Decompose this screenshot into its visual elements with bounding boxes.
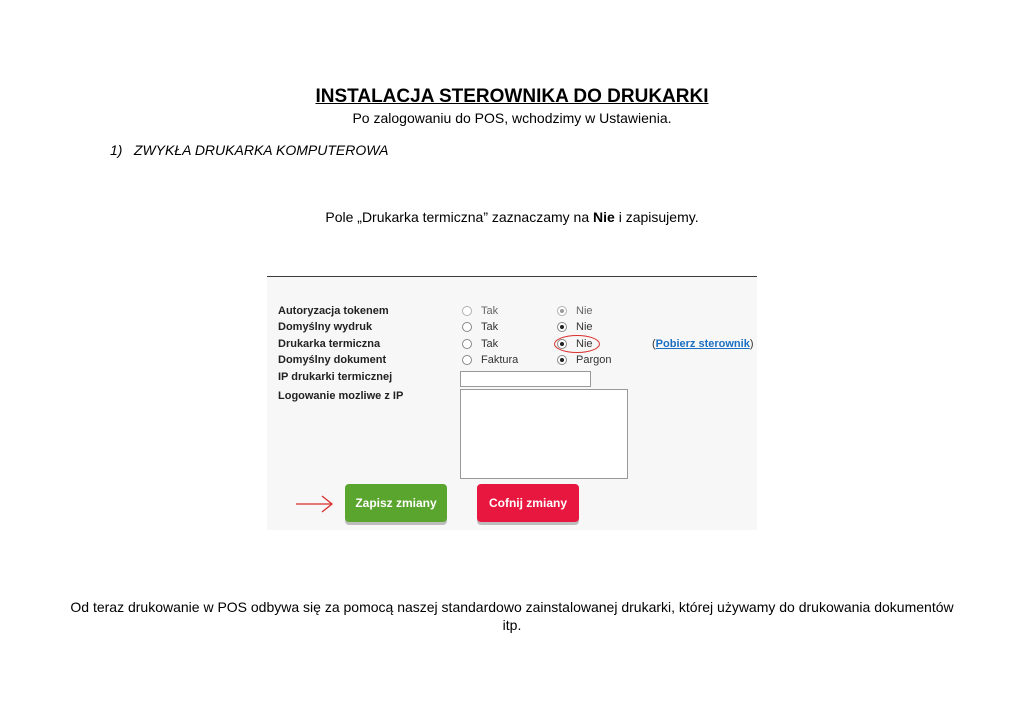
option-dokument-pargon: Pargon bbox=[576, 354, 612, 366]
document-title: INSTALACJA STEROWNIKA DO DRUKARKI bbox=[315, 86, 709, 107]
label-autoryzacja: Autoryzacja tokenem bbox=[278, 305, 389, 317]
cancel-button[interactable]: Cofnij zmiany bbox=[477, 484, 579, 522]
radio-dokument-faktura[interactable] bbox=[462, 355, 472, 365]
ip-whitelist-textarea[interactable] bbox=[460, 389, 628, 479]
option-autoryzacja-tak: Tak bbox=[481, 305, 499, 317]
save-button[interactable]: Zapisz zmiany bbox=[345, 484, 447, 522]
radio-termiczna-tak[interactable] bbox=[462, 339, 472, 349]
ip-input[interactable] bbox=[460, 371, 591, 387]
red-arrow-icon bbox=[295, 494, 335, 514]
document-subtitle: Po zalogowaniu do POS, wchodzimy w Ustawienia. bbox=[352, 110, 672, 126]
option-wydruk-tak: Tak bbox=[481, 321, 499, 333]
highlight-circle bbox=[554, 335, 600, 353]
radio-dokument-pargon[interactable] bbox=[557, 355, 567, 365]
label-domyslny-dokument: Domyślny dokument bbox=[278, 354, 387, 366]
section-number: 1) bbox=[110, 142, 123, 158]
radio-wydruk-tak[interactable] bbox=[462, 322, 472, 332]
instruction-bold: Nie bbox=[593, 209, 615, 225]
section-heading bbox=[110, 142, 389, 158]
instruction-before: Pole „Drukarka termiczna” zaznaczamy na bbox=[325, 209, 594, 225]
option-autoryzacja-nie: Nie bbox=[576, 305, 593, 317]
label-drukarka-termiczna: Drukarka termiczna bbox=[278, 338, 381, 350]
footer-text: Od teraz drukowanie w POS odbywa się za pomocą naszej standardowo zainstalowanej drukarki, której używamy do drukowania dokumentów itp. bbox=[70, 599, 954, 633]
instruction-after: i zapisujemy. bbox=[614, 209, 699, 225]
option-termiczna-nie: Nie bbox=[576, 338, 593, 350]
link-paren-close: ) bbox=[749, 338, 754, 350]
divider bbox=[267, 276, 757, 277]
option-dokument-faktura: Faktura bbox=[481, 354, 519, 366]
radio-wydruk-nie[interactable] bbox=[557, 322, 567, 332]
label-logowanie-ip: Logowanie mozliwe z IP bbox=[278, 390, 404, 402]
radio-autoryzacja-nie[interactable] bbox=[557, 306, 567, 316]
link-paren-open: ( bbox=[652, 338, 656, 350]
radio-autoryzacja-tak[interactable] bbox=[462, 306, 472, 316]
label-domyslny-wydruk: Domyślny wydruk bbox=[278, 321, 373, 333]
option-wydruk-nie: Nie bbox=[576, 321, 593, 333]
label-ip-drukarki: IP drukarki termicznej bbox=[278, 371, 393, 383]
section-title: ZWYKŁA DRUKARKA KOMPUTEROWA bbox=[133, 142, 389, 158]
download-driver-link-wrap bbox=[652, 338, 753, 350]
instruction-text bbox=[0, 209, 1024, 225]
option-termiczna-tak: Tak bbox=[481, 338, 499, 350]
download-driver-link[interactable]: Pobierz sterownik bbox=[655, 338, 750, 350]
settings-screenshot bbox=[267, 276, 757, 530]
